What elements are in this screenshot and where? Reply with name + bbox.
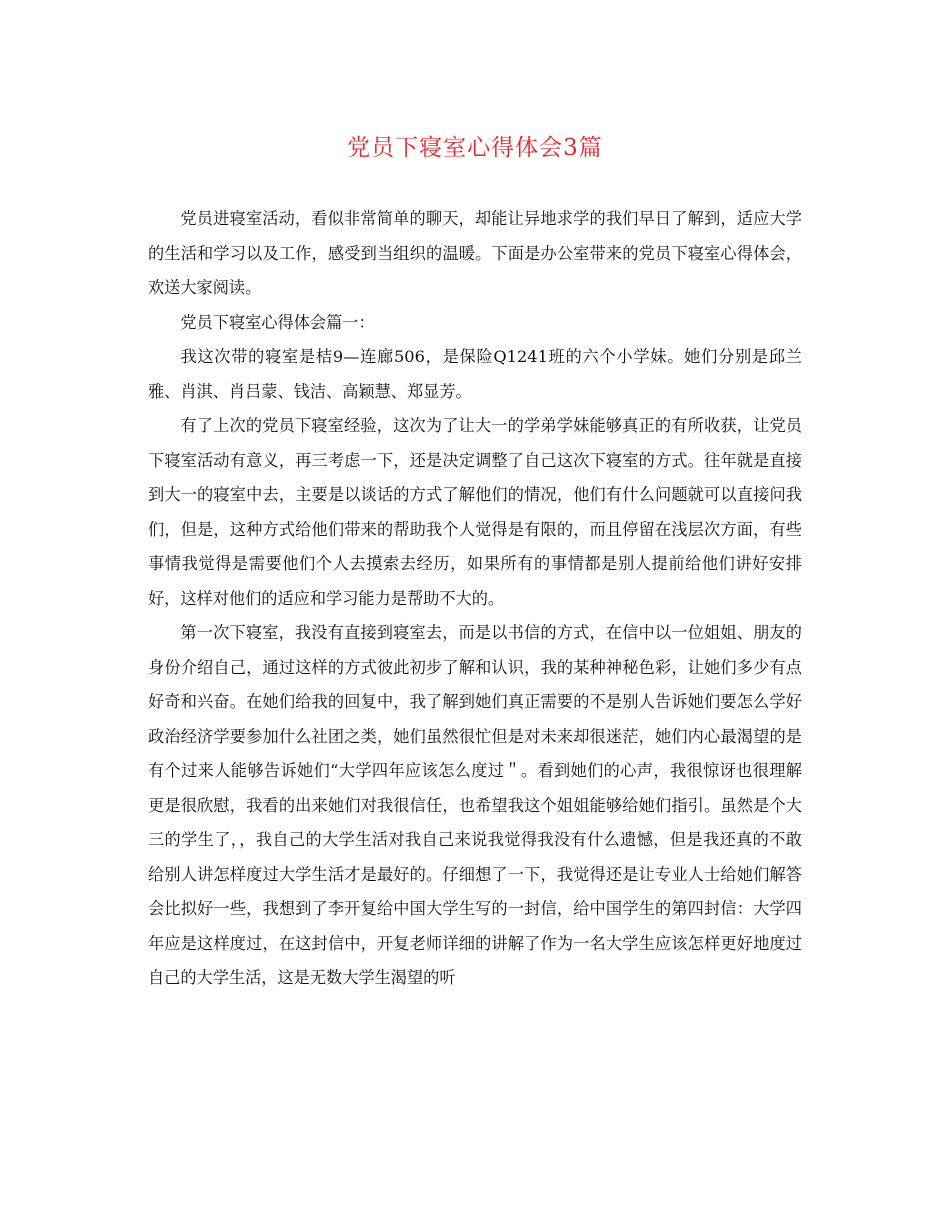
paragraph-dorm-members: 我这次带的寝室是桔9—连廊506，是保险Q1241班的六个小学妹。她们分别是邱兰雅、肖淇、肖吕蒙、钱洁、高颖慧、郑显芳。 (148, 347, 802, 401)
document-title: 党员下寝室心得体会3篇 (347, 135, 603, 161)
paragraph-intro: 党员进寝室活动，看似非常简单的聊天，却能让异地求学的我们早日了解到，适应大学的生活和学习以及工作，感受到当组织的温暖。下面是办公室带来的党员下寝室心得体会，欢送大家阅读。 (148, 209, 802, 297)
section-heading-part-one: 党员下寝室心得体会篇一： (180, 312, 375, 332)
document-body (148, 202, 802, 996)
paragraph-approach: 有了上次的党员下寝室经验，这次为了让大一的学弟学妹能够真正的有所收获，让党员下寝室活动有意义，再三考虑一下，还是决定调整了自己这次下寝室的方式。往年就是直接到大一的寝室中去，主要是以谈话的方式了解他们的情况，他们有什么问题就可以直接问我们，但是，这种方式给他们带来的帮助我个人觉得是有限的，而且停留在浅层次方面，有些事情我觉得是需要他们个人去摸索去经历，如果所有的事情都是别人提前给他们讲好安排好，这样对他们的适应和学习能力是帮助不大的。 (148, 416, 802, 608)
paragraph-first-visit: 第一次下寝室，我没有直接到寝室去，而是以书信的方式，在信中以一位姐姐、朋友的身份介绍自己，通过这样的方式彼此初步了解和认识，我的某种神秘色彩，让她们多少有点好奇和兴奋。在她们给我的回复中，我了解到她们真正需要的不是别人告诉她们要怎么学好政治经济学要参加什么社团之类，她们虽然很忙但是对未来却很迷茫，她们内心最渴望的是有个过来人能够告诉她们“大学四年应该怎么度过＂。看到她们的心声，我很惊讶也很理解更是很欣慰，我看的出来她们对我很信任，也希望我这个姐姐能够给她们指引。虽然是个大三的学生了，，我自己的大学生活对我自己来说我觉得我没有什么遗憾，但是我还真的不敢给别人讲怎样度过大学生活才是最好的。仔细想了一下，我觉得还是让专业人士给她们解答会比拟好一些，我想到了李开复给中国大学生写的一封信，给中国学生的第四封信：大学四年应是这样度过，在这封信中，开复老师详细的讲解了作为一名大学生应该怎样更好地度过自己的大学生活，这是无数大学生渴望的听 (148, 623, 802, 987)
